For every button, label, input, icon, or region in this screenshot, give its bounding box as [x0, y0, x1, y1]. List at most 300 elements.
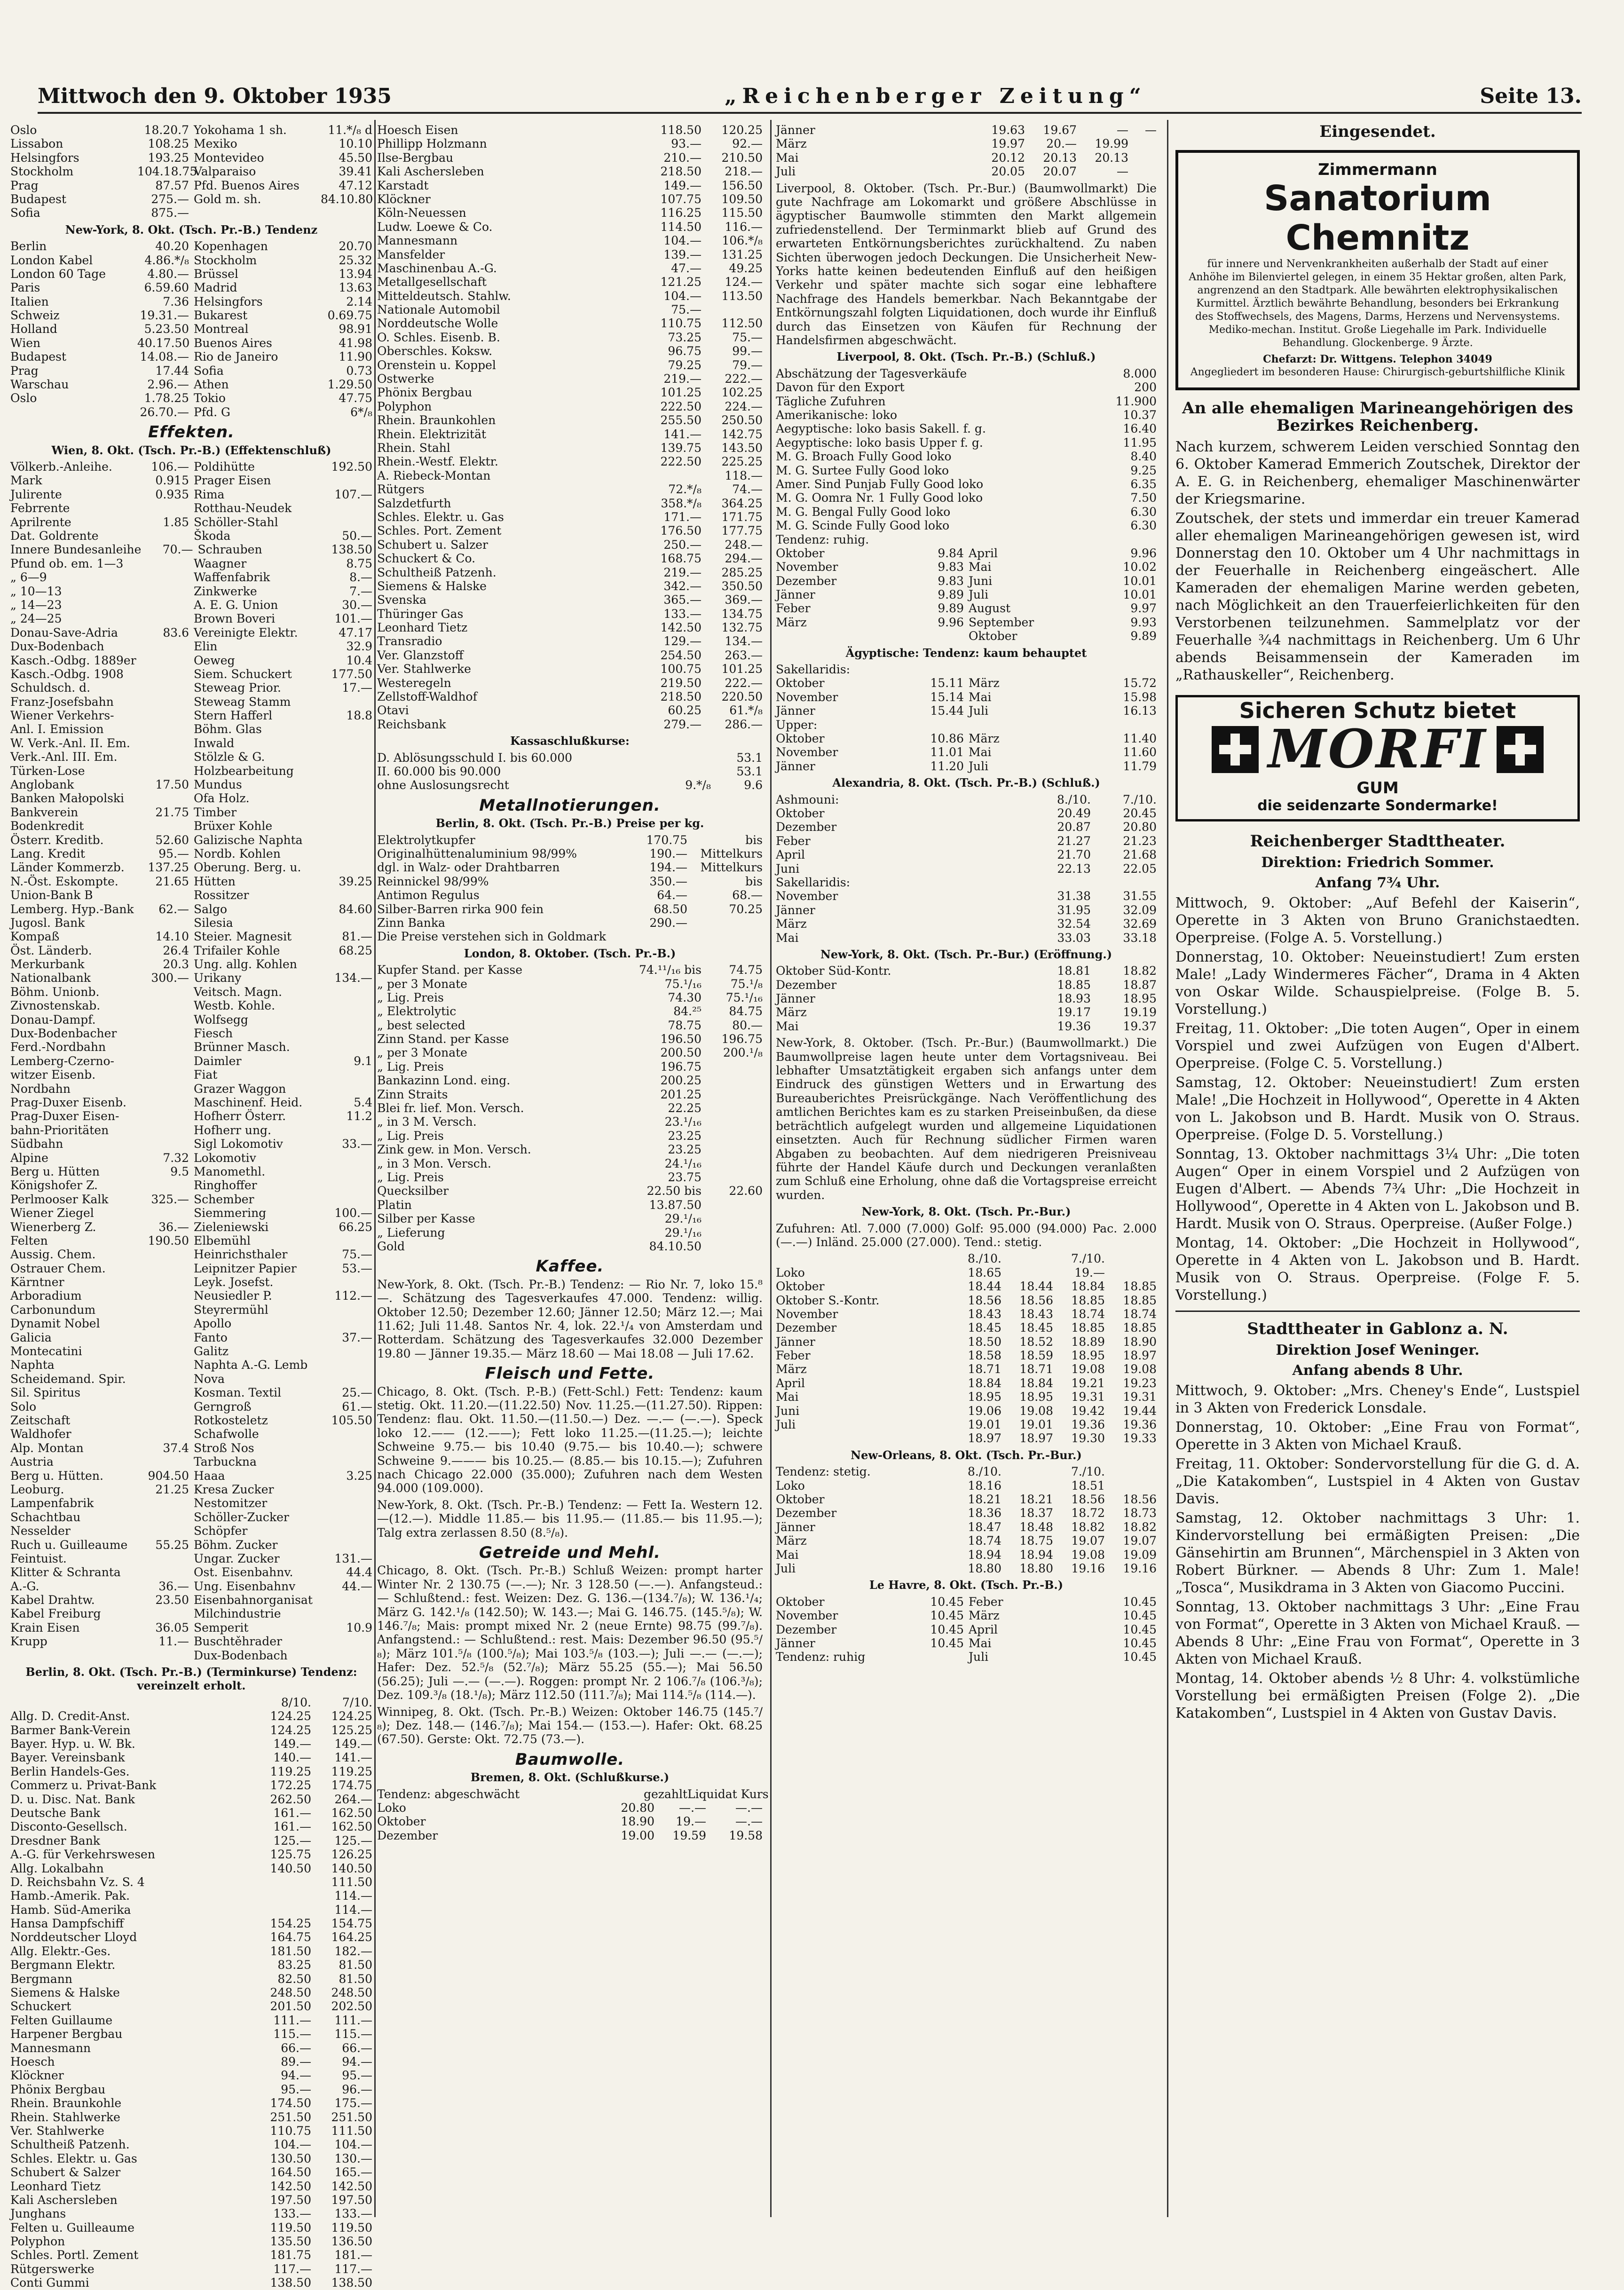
new-orleans-cols: [776, 1465, 1157, 1478]
cell-value: [137, 1649, 189, 1662]
table-row: [776, 1431, 1157, 1445]
cell-value: 18.48: [1019, 1520, 1053, 1534]
ny-fett-text: New-York, 8. Okt. (Tsch. Pr.-B.) Tendenz: — Fett Ia. Western 12.—(12.—). Middle 11.85.— bis 11.95.— (11.85.— bis 11.95.—); Talg extra zerlassen 8.50 (8.⁵/₈).: [377, 1498, 763, 1540]
cell-name: Gold: [377, 1239, 405, 1253]
cell-name: [776, 629, 912, 643]
cell-value: [321, 888, 372, 902]
cell-value: 124.25: [270, 1723, 311, 1737]
cell-value: 18.51: [1071, 1478, 1105, 1492]
table-row: [377, 662, 763, 676]
cell-name: Holland: [10, 322, 57, 336]
cell-value: 19.—: [1074, 1265, 1105, 1279]
cell-value: 174.75: [331, 1778, 372, 1793]
cell-value: 53.—: [342, 1261, 372, 1275]
cell-value: [321, 1178, 372, 1192]
table-row: [377, 303, 763, 316]
cell-name: Poldihütte: [194, 460, 255, 474]
cell-name: Jänner: [776, 1335, 815, 1349]
cell-name: Oeweg: [194, 653, 235, 667]
cell-value: 219.50: [660, 676, 702, 690]
table-row: [776, 1562, 1157, 1575]
table-row: [776, 978, 1157, 992]
table-row: [10, 805, 372, 819]
cell-name: London 60 Tage: [10, 267, 106, 281]
cell-value: 29.¹/₁₆: [664, 1225, 702, 1240]
table-row: [10, 2221, 372, 2235]
table-row: [10, 1496, 372, 1510]
cell-name: Dezember: [776, 1506, 837, 1520]
table-row: [776, 903, 1157, 917]
cell-value: 20.12: [991, 150, 1025, 165]
cell-name: Sigl Lokomotiv: [194, 1137, 283, 1151]
cell-name: Donau-Dampf.: [10, 1012, 96, 1027]
cell-value: 364.25: [721, 496, 763, 510]
cell-name: Grazer Waggon: [194, 1082, 286, 1096]
cell-name: Klitter & Schranta: [10, 1565, 121, 1579]
cell-value: 95.—: [158, 846, 189, 861]
cell-value: 142.50: [331, 2179, 372, 2193]
cell-value: 138.50: [331, 543, 372, 557]
cell-value: [137, 681, 189, 695]
cell-value: [321, 1649, 372, 1662]
cell-name: Orenstein u. Koppel: [377, 358, 496, 372]
cell-name: April: [776, 848, 805, 862]
table-row: [776, 1534, 1157, 1548]
fleisch-text: Chicago, 8. Okt. (Tsch. P.-B.) (Fett-Schl.) Fett: Tendenz: kaum stetig. Okt. 11.20.—(11.22.50) Nov. 11.25.—(11.27.50). Rippen: Tendenz: flau. Okt. 11.50.—(11.50.—) Dez. —.— (—.—). Speck loko 12.—— (12.——); Fett loko 11.25.—(11.25.—); leichte Schweine 9.75.— bis 10.40 (9.75.— bis 10.40.—); schwere Schweine 9.——— bis 10.25.— (8.85.— bis 10.15.—); Zufuhren nach Chicago 22.000 (35.000); Zufuhren nach dem Westen 94.000 (109.000).: [377, 1384, 763, 1495]
cell-name: Dux-Bodenbach: [10, 640, 104, 654]
cell-name: Inwald: [194, 736, 235, 750]
cell-value: 141.—: [663, 427, 702, 441]
cell-value: 18.16: [968, 1478, 1001, 1492]
table-row: [10, 1427, 372, 1441]
cell-value: 18.85: [1123, 1279, 1157, 1294]
cell-value: 20.13: [1095, 150, 1128, 165]
table-row: [10, 957, 372, 971]
cell-name: Amerikanische: loko: [776, 408, 897, 422]
ad-chef: Chefarzt: Dr. Wittgens. Telephon 34049: [1263, 353, 1492, 365]
table-row: [377, 634, 763, 648]
table-row: [10, 474, 372, 487]
cell-value: 23.25: [668, 1129, 702, 1143]
cell-name: Pfd. Buenos Aires: [194, 178, 300, 192]
cell-value: 7.—: [349, 584, 372, 598]
cell-name: Nordb. Kohlen: [194, 846, 281, 861]
cell-value: 18.74: [1071, 1307, 1105, 1321]
table-row: [776, 1520, 1157, 1534]
cell-value: 358.*/₈: [661, 496, 702, 510]
cell-name: Felten Guillaume: [10, 2013, 113, 2027]
table-row: [10, 764, 372, 778]
cell-value: 39.41: [339, 165, 372, 179]
cell-name: „ in 3 M. Versch.: [377, 1115, 477, 1129]
program-entry: Samstag, 12. Oktober: Neueinstudiert! Zum ersten Male! „Die Hochzeit in Hollywood“, Operette in 4 Akten von L. Jakobson und B. Hardt. Musik von O. Straus. Operpreise. (Folge D. 5. Vorstellung.): [1175, 1074, 1580, 1143]
table-row: [10, 1068, 372, 1082]
cell-value: 29.¹/₁₆: [664, 1212, 702, 1226]
morfi-bottom: die seidenzarte Sondermarke!: [1257, 798, 1498, 814]
cell-value: 131.25: [721, 247, 763, 261]
cell-value: [321, 1483, 372, 1496]
table-row: [10, 2276, 372, 2290]
cell-name: Heinrichsthaler: [194, 1248, 288, 1262]
cell-name: Elektrolytkupfer: [377, 833, 475, 847]
cell-value: 79.—: [732, 358, 763, 372]
cell-name: Mitteldeutsch. Stahlw.: [377, 289, 511, 303]
cell-name: Siemens & Halske: [10, 1986, 120, 2000]
cell-value: 10.10: [339, 137, 372, 151]
cell-value: 8./10.: [967, 1465, 1001, 1479]
ny-header: New-York, 8. Okt. (Tsch. Pr.-B.) Tendenz: [65, 222, 318, 237]
cell-value: 31.55: [1123, 889, 1157, 903]
cell-value: 24.¹/₁₆: [664, 1156, 702, 1170]
cell-name: Waffenfabrik: [194, 570, 270, 584]
cell-value: 10.02: [1123, 560, 1157, 574]
cell-value: 61.*/₈: [729, 703, 763, 718]
table-row: [776, 123, 1157, 137]
cell-value: [137, 667, 189, 681]
cell-value: [137, 736, 189, 750]
cell-value: 36.05: [155, 1620, 189, 1635]
cell-value: 904.50: [148, 1469, 189, 1483]
cell-name: bahn-Prioritäten: [10, 1123, 109, 1137]
cell-name: Schles. Elektr. u. Gas: [377, 510, 504, 524]
cell-value: [321, 1192, 372, 1206]
cell-value: 285.25: [721, 565, 763, 579]
cell-value: 0.935: [155, 487, 189, 501]
cell-value: 19.19: [1123, 1005, 1157, 1019]
cell-value: [137, 1400, 189, 1413]
cell-value: [1105, 1266, 1157, 1279]
cell-name: Tokio: [194, 391, 226, 405]
cell-name: Feintuist.: [10, 1551, 67, 1565]
table-row: [10, 1510, 372, 1524]
cell-name: Zinkwerke: [194, 584, 257, 598]
table-row: [10, 654, 372, 667]
table-row: [377, 1157, 763, 1170]
cell-value: [321, 778, 372, 791]
cell-value: 136.50: [331, 2235, 372, 2249]
cell-name: Zinn Banka: [377, 916, 445, 930]
cell-name: Mai: [776, 931, 799, 945]
cell-value: 20.80: [1123, 820, 1157, 834]
table-row: [10, 2165, 372, 2179]
cell-value: 129.—: [663, 634, 702, 648]
cell-value: 7.32: [163, 1151, 189, 1165]
cell-name: Amer. Sind Punjab Fully Good loko: [776, 477, 984, 491]
table-row: [377, 916, 763, 930]
cell-value: 9.5: [170, 1164, 189, 1178]
cell-value: [702, 1088, 763, 1101]
cell-name: Feber: [776, 834, 811, 848]
cell-name: Bankazinn Lond. eing.: [377, 1074, 511, 1088]
cell-value: [137, 1303, 189, 1317]
cell-name: Phönix Bergbau: [10, 2082, 106, 2096]
liverpool-terms-table: [776, 546, 1157, 643]
cell-value: 53.1: [736, 764, 763, 778]
sakell-table: [776, 676, 1157, 718]
table-row: [10, 1400, 372, 1413]
cell-value: 80.—: [732, 1018, 763, 1032]
cell-name: Innere Bundesanleihe: [10, 543, 142, 557]
cell-value: 108.25: [148, 137, 189, 151]
cell-value: 15.72: [1123, 676, 1157, 690]
cell-name: Rossitzer: [194, 888, 249, 902]
cell-name: Arboradium: [10, 1289, 82, 1303]
cell-value: 4.86.*/₈: [144, 253, 189, 267]
cell-name: Warschau: [10, 378, 69, 392]
cell-value: 172.25: [270, 1778, 311, 1793]
cell-value: 18.72: [1071, 1506, 1105, 1520]
table-row: [776, 1650, 1157, 1664]
cell-value: 7.36: [163, 294, 189, 308]
cell-name: Silber-Barren rirka 900 fein: [377, 902, 544, 916]
cell-value: 196.75: [721, 1032, 763, 1046]
cell-name: Ungar. Zucker: [194, 1551, 280, 1565]
cell-name: Wiener Ziegel: [10, 1206, 94, 1220]
cell-name: September: [969, 615, 1034, 629]
cell-name: Commerz u. Privat-Bank: [10, 1778, 157, 1793]
cell-name: Kabel Freiburg: [10, 1607, 101, 1621]
cell-name: Kabel Drahtw.: [10, 1593, 95, 1607]
cell-name: Bergmann Elektr.: [10, 1958, 116, 1972]
cell-name: Apollo: [194, 1317, 232, 1331]
cell-value: 11.95: [1123, 435, 1157, 450]
cell-name: Schweiz: [10, 308, 60, 323]
cell-value: 45.50: [339, 150, 372, 165]
cell-value: 33.18: [1123, 931, 1157, 945]
cell-value: 18.65: [968, 1265, 1001, 1279]
cell-name: Oktober: [776, 806, 825, 820]
cell-name: Böhm. Unionb.: [10, 985, 100, 999]
cell-name: Juni: [776, 1404, 800, 1418]
ny-close-header: New-York, 8. Okt. (Tsch. Pr.-Bur.): [861, 1205, 1071, 1219]
cell-value: 11.90: [339, 350, 372, 364]
table-row: [10, 2138, 372, 2151]
cell-value: 40.17.50: [137, 336, 190, 350]
cell-value: 5.4: [354, 1096, 372, 1109]
cell-value: [321, 1496, 372, 1510]
table-row: [10, 1040, 372, 1054]
cell-value: 20.80: [621, 1800, 654, 1815]
cell-name: Rhein. Braunkohle: [10, 2096, 122, 2110]
table-row: [10, 1192, 372, 1206]
cell-value: [137, 529, 189, 543]
program-entry: Montag, 14. Oktober abends ½ 8 Uhr: 4. volkstümliche Vorstellung bei ermäßigten Preisen (Folge 2). „Die Katakomben“, Lustspiel in 4 Akten von Gustav Davis.: [1175, 1670, 1580, 1721]
cell-value: 116.25: [660, 206, 702, 220]
cell-name: Elbemühl: [194, 1233, 251, 1248]
cell-name: Veitsch. Magn.: [194, 985, 282, 999]
cell-value: 68.25: [339, 943, 372, 957]
table-row: [10, 1013, 372, 1027]
ad-name: Zimmermann: [1318, 160, 1437, 179]
cell-value: 19.33: [1123, 1431, 1157, 1445]
cell-value: —: [1117, 165, 1128, 179]
cell-name: Hütten: [194, 874, 236, 888]
morfi-top: Sicheren Schutz bietet: [1239, 698, 1516, 723]
cell-value: —.—: [735, 1800, 763, 1815]
table-row: [10, 1765, 372, 1778]
table-row: [776, 519, 1157, 532]
table-row: [10, 709, 372, 722]
table-row: [377, 386, 763, 399]
cell-name: Budapest: [10, 192, 67, 206]
cell-name: Urikany: [194, 971, 242, 985]
cell-value: [659, 751, 711, 765]
cell-name: Oktober: [377, 1815, 426, 1829]
cell-value: 2.14: [346, 294, 372, 308]
cell-value: 19.21: [1071, 1376, 1105, 1390]
cell-value: [702, 1212, 763, 1225]
cell-value: 197.50: [331, 2193, 372, 2207]
cell-name: A. E. G. Union: [194, 598, 278, 612]
cell-name: Juli: [969, 588, 989, 602]
cell-value: [321, 1275, 372, 1289]
cell-value: 224.—: [725, 399, 763, 413]
cell-value: 115.—: [273, 2027, 311, 2041]
cell-name: Dezember: [776, 1622, 837, 1636]
cell-name: Waldhofer: [10, 1427, 71, 1441]
cell-value: [321, 861, 372, 874]
cell-name: Stockholm: [10, 165, 74, 179]
table-row: [10, 1027, 372, 1040]
cell-name: W. Verk.-Anl. II. Em.: [10, 736, 130, 750]
table-row: [10, 1696, 372, 1709]
cell-value: 26.4: [163, 943, 189, 957]
cell-name: Bayer. Hyp. u. W. Bk.: [10, 1737, 135, 1751]
cell-value: 22.60: [729, 1184, 763, 1198]
table-row: [377, 179, 763, 192]
cell-name: Leipnitzer Papier: [194, 1261, 297, 1275]
cell-name: Hamb.-Amerik. Pak.: [10, 1889, 130, 1903]
cell-value: 70.—: [162, 543, 193, 557]
table-row: [377, 1240, 763, 1253]
cell-value: [137, 1552, 189, 1565]
cell-value: [250, 1903, 311, 1917]
cell-name: „ best selected: [377, 1018, 465, 1032]
cell-name: Zellstoff-Waldhof: [377, 690, 477, 704]
bremen-table: [377, 1801, 763, 1842]
cell-value: 75.¹/₈: [730, 977, 763, 991]
cell-value: 19.08: [1071, 1548, 1105, 1562]
table-row: [776, 834, 1157, 848]
table-row: [10, 1303, 372, 1317]
cell-value: Mittelkurs: [700, 861, 763, 875]
table-row: [10, 460, 372, 474]
cell-name: Prag-Duxer Eisenb.: [10, 1096, 126, 1109]
table-row: [10, 2207, 372, 2220]
cell-name: Wienerberg Z.: [10, 1220, 96, 1234]
cell-name: Tendenz: ruhig: [776, 1650, 866, 1664]
cell-value: [137, 1262, 189, 1275]
cell-value: [321, 1635, 372, 1648]
cell-value: 75.—: [732, 330, 763, 344]
cell-value: 18.43: [968, 1307, 1001, 1321]
table-row: [377, 579, 763, 593]
program-entry: Sonntag, 13. Oktober nachmittags 3¼ Uhr: „Die toten Augen“ Oper in einem Vorspiel und 2 Aufzügen von Eugen d'Albert. — Abends 7¾ Uhr: „Die Hochzeit in Hollywood“, Operette in 4 Akten von L. Jakobson und B. Hardt. Musik von O. Straus. Operpreise. (Außer Folge.): [1175, 1146, 1580, 1232]
cell-value: 19.36: [1071, 1418, 1105, 1432]
cell-value: 175.—: [334, 2096, 372, 2110]
cell-name: Otavi: [377, 703, 409, 718]
cell-name: Lang. Kredit: [10, 846, 85, 861]
cell-value: 140.—: [273, 1751, 311, 1765]
cell-name: Lemberg-Czerno-: [10, 1054, 114, 1068]
cell-name: Reichsbank: [377, 717, 446, 731]
table-row: [776, 450, 1157, 463]
table-row: [776, 1623, 1157, 1636]
table-row: [10, 1137, 372, 1151]
cell-value: [137, 501, 189, 515]
cell-value: 19.30: [1071, 1431, 1105, 1445]
table-row: [10, 695, 372, 709]
cell-name: Phönix Bergbau: [377, 386, 473, 400]
cell-name: Bukarest: [194, 308, 248, 323]
cell-name: Norddeutscher Lloyd: [10, 1930, 137, 1944]
cell-value: [137, 888, 189, 902]
cell-value: 10.01: [1123, 574, 1157, 588]
cell-name: Oktober: [969, 629, 1017, 643]
cell-value: [137, 1565, 189, 1579]
bremen-sub-1: Tendenz: abgeschwächt: [377, 1787, 520, 1801]
table-row: [10, 1621, 372, 1635]
cell-value: 138.50: [270, 2276, 311, 2290]
table-row: [377, 482, 763, 496]
cell-value: 222.—: [725, 676, 763, 690]
cell-value: 210.—: [663, 150, 702, 165]
table-row: [377, 718, 763, 731]
table-row: [10, 350, 372, 363]
cell-name: Nordbahn: [10, 1082, 71, 1096]
cell-value: 82.50: [277, 1972, 311, 1986]
cell-value: [1105, 1465, 1157, 1478]
cell-value: [1001, 1266, 1053, 1279]
cell-value: 66.—: [281, 2041, 311, 2055]
cell-value: 101.25: [660, 386, 702, 400]
cell-name: Schuldsch. d.: [10, 681, 91, 695]
table-row: [10, 847, 372, 861]
table-row: [10, 1165, 372, 1178]
cell-name: Timber: [194, 805, 237, 819]
cell-value: [321, 791, 372, 805]
cell-value: 8.—: [349, 570, 372, 584]
cell-name: Nestomitzer: [194, 1496, 268, 1510]
cell-value: 98.91: [339, 322, 372, 336]
cell-value: 1.78.25: [144, 391, 189, 405]
cell-name: „ in 3 Mon. Versch.: [377, 1156, 491, 1170]
cell-value: 8/10.: [281, 1695, 311, 1709]
column-rule: [1167, 120, 1168, 2217]
cell-name: Pfund ob. em. 1—3: [10, 556, 124, 570]
cell-name: Solo: [10, 1399, 37, 1413]
cell-name: [776, 1252, 950, 1265]
table-row: [377, 331, 763, 344]
cell-value: 171.—: [663, 510, 702, 524]
new-orleans-table: [776, 1479, 1157, 1576]
cell-value: 138.50: [331, 2276, 372, 2290]
cell-value: 20.87: [1057, 820, 1091, 834]
table-row: [776, 1548, 1157, 1562]
sakell-label-text: Sakellaridis:: [776, 663, 851, 677]
cell-name: Milchindustrie: [194, 1607, 281, 1621]
cell-value: [321, 957, 372, 971]
eingesendet-title: Eingesendet.: [1319, 122, 1436, 141]
cell-name: Rhein.-Westf. Elektr.: [377, 455, 498, 469]
cross-icon: [1497, 726, 1544, 773]
cell-value: 141.—: [334, 1751, 372, 1765]
cell-name: März: [969, 676, 1000, 690]
cell-value: 126.25: [331, 1848, 372, 1862]
table-row: [10, 137, 372, 150]
table-row: [377, 888, 763, 902]
cell-value: 18.95: [1071, 1349, 1105, 1363]
